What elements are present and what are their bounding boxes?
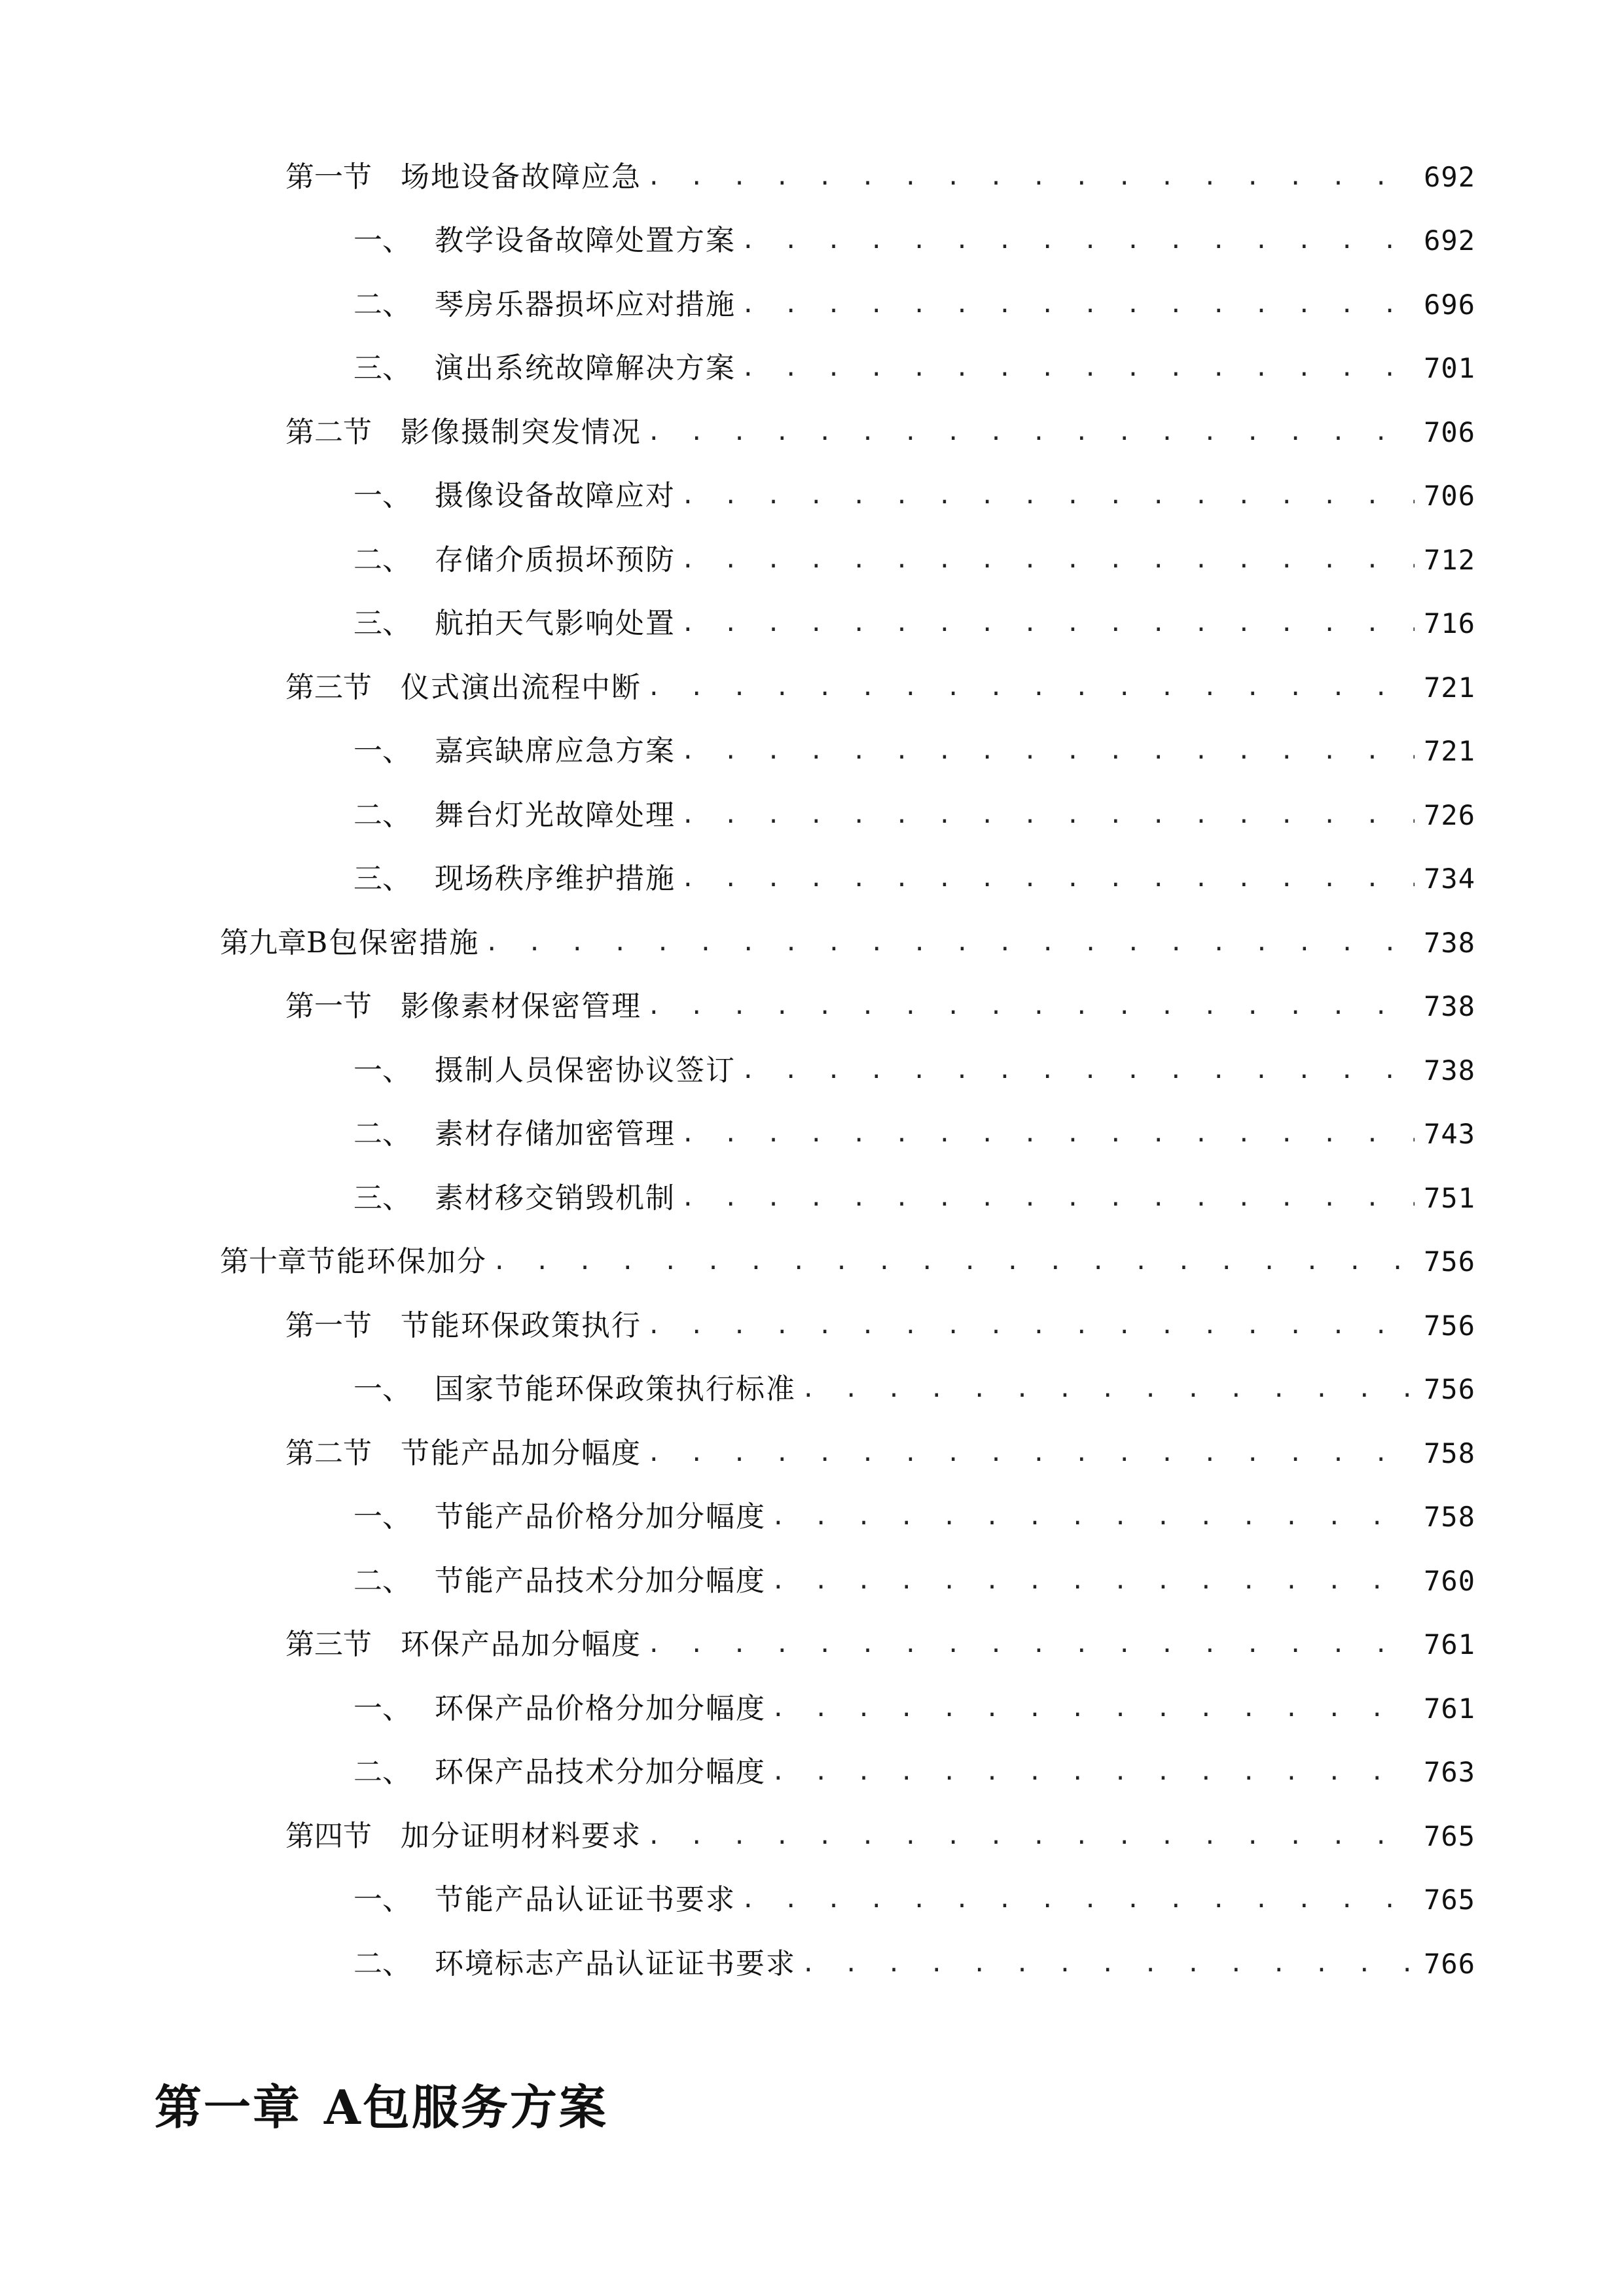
toc-entry-number: 二、	[353, 1946, 411, 1981]
toc-entry-page: 760	[1424, 1564, 1475, 1597]
toc-entry[interactable]	[0, 1677, 1624, 1741]
toc-entry-title: 素材移交销毁机制	[435, 1181, 676, 1215]
toc-entry-title: 影像素材保密管理	[401, 990, 641, 1024]
toc-entry-title: 琴房乐器损坏应对措施	[435, 287, 736, 321]
toc-entry[interactable]	[0, 911, 1624, 975]
toc-entry-title: 摄像设备故障应对	[435, 479, 676, 513]
toc-entry[interactable]	[0, 145, 1624, 209]
toc-entry-title: 航拍天气影响处置	[435, 607, 676, 641]
toc-dot-leader	[647, 1825, 1415, 1848]
toc-entry-number: 第一节	[285, 160, 372, 194]
toc-entry[interactable]	[0, 401, 1624, 465]
toc-dot-leader	[647, 1633, 1415, 1657]
toc-entry-title: 嘉宾缺席应急方案	[435, 734, 676, 768]
toc-entry-title: 现场秩序维护措施	[435, 862, 676, 896]
toc-entry-number: 二、	[353, 1755, 411, 1789]
toc-entry-page: 726	[1424, 798, 1475, 831]
toc-entry-page: 692	[1424, 160, 1475, 193]
toc-entry-title: 教学设备故障处置方案	[435, 224, 736, 258]
toc-entry-title: 素材存储加密管理	[435, 1117, 676, 1151]
toc-entry-number: 一、	[353, 734, 411, 768]
toc-entry-page: 696	[1424, 288, 1475, 321]
toc-entry-page: 751	[1424, 1181, 1475, 1214]
toc-entry-number: 二、	[353, 1564, 411, 1598]
toc-entry-number: 二、	[353, 287, 411, 321]
toc-dot-leader	[801, 1378, 1415, 1401]
toc-entry[interactable]	[0, 656, 1624, 720]
toc-dot-leader	[741, 1888, 1415, 1912]
toc-entry-title: B包保密措施	[306, 925, 480, 960]
toc-entry[interactable]	[0, 1932, 1624, 1996]
toc-entry-page: 721	[1424, 735, 1475, 768]
toc-entry[interactable]	[0, 465, 1624, 529]
toc-entry-title: 节能环保政策执行	[401, 1308, 641, 1342]
toc-dot-leader	[681, 1122, 1415, 1146]
toc-entry-number: 第十章	[220, 1245, 306, 1279]
toc-entry[interactable]	[0, 1486, 1624, 1550]
toc-entry-number: 一、	[353, 1053, 411, 1087]
toc-dot-leader	[681, 740, 1415, 763]
toc-entry[interactable]	[0, 1166, 1624, 1230]
toc-entry-page: 766	[1424, 1947, 1475, 1980]
toc-entry-page: 758	[1424, 1437, 1475, 1469]
toc-entry[interactable]	[0, 783, 1624, 848]
toc-dot-leader	[647, 166, 1415, 189]
toc-entry-page: 756	[1424, 1246, 1475, 1278]
toc-entry-page: 738	[1424, 926, 1475, 959]
toc-entry-page: 761	[1424, 1628, 1475, 1661]
toc-entry-number: 一、	[353, 1691, 411, 1725]
toc-entry-number: 一、	[353, 1500, 411, 1534]
toc-entry-page: 712	[1424, 543, 1475, 576]
toc-entry-number: 第二节	[285, 415, 372, 449]
toc-entry-number: 二、	[353, 798, 411, 832]
toc-entry[interactable]	[0, 1039, 1624, 1103]
toc-entry-title: 国家节能环保政策执行标准	[435, 1372, 796, 1407]
toc-entry-page: 758	[1424, 1501, 1475, 1534]
chapter-heading-title: A包服务方案	[324, 2079, 608, 2135]
toc-entry-title: 节能环保加分	[306, 1245, 487, 1279]
toc-dot-leader	[771, 1697, 1415, 1721]
toc-entry[interactable]	[0, 273, 1624, 337]
toc-entry[interactable]	[0, 1804, 1624, 1869]
toc-entry[interactable]	[0, 1103, 1624, 1167]
toc-dot-leader	[647, 676, 1415, 700]
toc-dot-leader	[741, 293, 1415, 317]
toc-entry-title: 环境标志产品认证证书要求	[435, 1946, 796, 1981]
toc-entry-title: 加分证明材料要求	[401, 1819, 641, 1853]
toc-entry[interactable]	[0, 1741, 1624, 1805]
chapter-heading	[154, 2070, 608, 2138]
toc-dot-leader	[492, 1250, 1415, 1274]
toc-entry-number: 三、	[353, 1181, 411, 1215]
toc-entry-number: 一、	[353, 1883, 411, 1917]
toc-entry-number: 第一节	[285, 990, 372, 1024]
toc-entry[interactable]	[0, 848, 1624, 912]
toc-entry-number: 一、	[353, 224, 411, 258]
toc-dot-leader	[647, 421, 1415, 444]
toc-entry-title: 摄制人员保密协议签订	[435, 1053, 736, 1087]
toc-dot-leader	[647, 995, 1415, 1018]
toc-dot-leader	[741, 229, 1415, 253]
toc-entry[interactable]	[0, 975, 1624, 1039]
toc-entry-number: 三、	[353, 862, 411, 896]
toc-entry-title: 节能产品价格分加分幅度	[435, 1500, 766, 1534]
toc-entry[interactable]	[0, 337, 1624, 401]
toc-entry-title: 环保产品技术分加分幅度	[435, 1755, 766, 1789]
toc-dot-leader	[681, 867, 1415, 891]
toc-entry-page: 743	[1424, 1118, 1475, 1151]
toc-entry-title: 环保产品加分幅度	[401, 1628, 641, 1662]
toc-entry[interactable]	[0, 592, 1624, 656]
toc-entry-page: 756	[1424, 1373, 1475, 1406]
toc-entry-number: 第一节	[285, 1308, 372, 1342]
toc-dot-leader	[681, 804, 1415, 827]
table-of-contents	[0, 145, 1624, 1996]
toc-entry-page: 701	[1424, 352, 1475, 385]
toc-dot-leader	[647, 1442, 1415, 1465]
toc-entry-page: 716	[1424, 607, 1475, 640]
toc-entry-page: 765	[1424, 1820, 1475, 1852]
toc-entry-title: 环保产品价格分加分幅度	[435, 1691, 766, 1725]
toc-entry-number: 三、	[353, 351, 411, 386]
toc-entry[interactable]	[0, 1358, 1624, 1422]
toc-entry-title: 存储介质损坏预防	[435, 543, 676, 577]
toc-entry-title: 仪式演出流程中断	[401, 670, 641, 704]
toc-entry[interactable]	[0, 528, 1624, 592]
toc-dot-leader	[484, 931, 1415, 955]
toc-dot-leader	[681, 612, 1415, 636]
toc-entry[interactable]	[0, 1613, 1624, 1677]
toc-entry-page: 738	[1424, 990, 1475, 1023]
toc-entry-page: 692	[1424, 224, 1475, 257]
toc-entry-number: 第三节	[285, 670, 372, 704]
toc-entry-title: 舞台灯光故障处理	[435, 798, 676, 832]
toc-entry-page: 756	[1424, 1309, 1475, 1342]
toc-dot-leader	[681, 484, 1415, 508]
toc-entry-page: 738	[1424, 1054, 1475, 1086]
toc-entry[interactable]	[0, 209, 1624, 274]
toc-dot-leader	[647, 1314, 1415, 1338]
toc-dot-leader	[771, 1570, 1415, 1593]
toc-entry-number: 三、	[353, 607, 411, 641]
toc-entry-title: 影像摄制突发情况	[401, 415, 641, 449]
toc-dot-leader	[741, 357, 1415, 380]
toc-entry-number: 第二节	[285, 1436, 372, 1470]
toc-entry-number: 二、	[353, 1117, 411, 1151]
toc-entry-page: 763	[1424, 1756, 1475, 1789]
toc-entry-number: 二、	[353, 543, 411, 577]
toc-entry-page: 761	[1424, 1692, 1475, 1725]
toc-entry[interactable]	[0, 720, 1624, 784]
toc-entry-page: 706	[1424, 480, 1475, 512]
toc-entry-number: 第三节	[285, 1628, 372, 1662]
toc-entry[interactable]	[0, 1294, 1624, 1358]
toc-entry-page: 765	[1424, 1884, 1475, 1916]
toc-entry-title: 场地设备故障应急	[401, 160, 641, 194]
toc-entry-title: 节能产品加分幅度	[401, 1436, 641, 1470]
toc-entry[interactable]	[0, 1230, 1624, 1295]
toc-entry-number: 一、	[353, 479, 411, 513]
chapter-heading-number: 第一章	[154, 2079, 302, 2135]
toc-dot-leader	[681, 1187, 1415, 1210]
toc-entry-number: 一、	[353, 1372, 411, 1407]
toc-entry[interactable]	[0, 1549, 1624, 1613]
toc-entry-page: 706	[1424, 416, 1475, 448]
toc-entry-title: 演出系统故障解决方案	[435, 351, 736, 386]
toc-entry-title: 节能产品认证证书要求	[435, 1883, 736, 1917]
toc-entry-number: 第九章	[220, 925, 306, 960]
toc-dot-leader	[771, 1505, 1415, 1529]
toc-entry-number: 第四节	[285, 1819, 372, 1853]
toc-dot-leader	[741, 1059, 1415, 1083]
toc-entry[interactable]	[0, 1422, 1624, 1486]
toc-entry-title: 节能产品技术分加分幅度	[435, 1564, 766, 1598]
toc-entry-page: 734	[1424, 863, 1475, 895]
toc-dot-leader	[681, 548, 1415, 572]
toc-entry[interactable]	[0, 1869, 1624, 1933]
toc-entry-page: 721	[1424, 671, 1475, 704]
toc-dot-leader	[771, 1761, 1415, 1784]
toc-dot-leader	[801, 1952, 1415, 1976]
